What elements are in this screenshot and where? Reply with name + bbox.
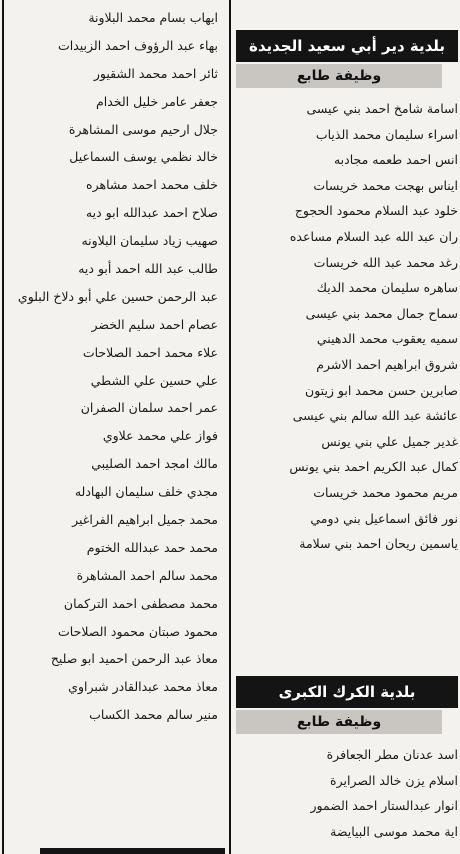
name-entry: صلاح احمد عبدالله ابو ديه (85, 205, 218, 221)
names-list (236, 742, 458, 844)
column-divider-rule (229, 0, 231, 854)
name-entry: محمد مصطفى احمد التركمان (63, 595, 218, 611)
name-entry: عمر احمد سلمان الصفران (80, 400, 218, 416)
name-entry: كمال عبد الكريم احمد بني يونس (289, 459, 458, 475)
name-entry: صابرين حسن محمد ابو زيتون (305, 382, 458, 398)
name-entry: مجدي خلف سليمان البهادله (74, 484, 218, 500)
name-entry: محمد سالم احمد المشاهرة (76, 567, 218, 583)
section-subtitle: وظيفة طابع (236, 64, 442, 88)
name-entry: ران عبد الله عبد السلام مساعده (289, 228, 458, 244)
name-entry: ايهاب بسام محمد البلاونة (88, 10, 218, 25)
name-entry: علي حسين علي الشطي (90, 372, 218, 388)
section-title: بلدية الكرك الكبرى (236, 676, 458, 708)
name-entry: سميه يعقوب محمد الدهيني (316, 331, 458, 347)
name-entry: صهيب زياد سليمان البلاونه (81, 233, 218, 249)
name-entry: ياسمين ريحان احمد بني سلامة (299, 536, 458, 552)
names-list (236, 96, 458, 557)
name-entry: مريم محمود محمد خريسات (313, 484, 458, 500)
name-entry: ثائر احمد محمد الشقيور (93, 65, 218, 81)
name-entry: محمود صبتان محمود الصلاحات (58, 623, 218, 639)
section-title: بلدية دير أبي سعيد الجديدة (236, 30, 458, 62)
name-entry: عبد الرحمن حسين علي أبو دلاخ البلوي (17, 288, 218, 304)
name-entry: مالك امجد احمد الصليبي (91, 456, 218, 472)
name-entry: رغد محمد عبد الله خريسات (313, 254, 458, 270)
name-entry: محمد جميل ابراهيم الفراغير (72, 512, 218, 528)
name-entry: طالب عبد الله احمد أبو ديه (78, 261, 218, 277)
name-entry: غدير جميل علي بني يونس (321, 433, 458, 449)
section-karak (236, 676, 458, 844)
name-entry: اسراء سليمان محمد الذياب (315, 126, 458, 142)
name-entry: منير سالم محمد الكساب (89, 707, 218, 723)
name-entry: خلف محمد احمد مشاهره (86, 177, 218, 193)
left-border-rule (2, 0, 4, 854)
name-entry: ايناس بهجت محمد خريسات (313, 177, 458, 193)
name-entry: جلال ارحيم موسى المشاهرة (68, 121, 218, 137)
name-entry: ساهره سليمان محمد الديك (316, 280, 458, 296)
next-section-header-bar (40, 848, 225, 854)
name-entry: خالد نظمي يوسف السماعيل (69, 149, 218, 165)
name-entry: اية محمد موسى البيايضة (330, 823, 458, 839)
section-subtitle: وظيفة طابع (236, 710, 442, 734)
name-entry: انس احمد طعمه مجادبه (333, 152, 458, 168)
name-entry: عصام احمد سليم الخضر (91, 316, 218, 332)
name-entry: اسامة شامخ احمد بني عيسى (306, 101, 458, 116)
name-entry: علاء محمد احمد الصلاحات (82, 344, 218, 360)
name-entry: بهاء عبد الرؤوف احمد الزبيدات (57, 37, 218, 53)
name-entry: شروق ابراهيم احمد الاشرم (316, 356, 458, 372)
name-entry: خلود عبد السلام محمود الحجوج (294, 203, 458, 219)
name-entry: معاذ عبد الرحمن احميد ابو صليح (50, 651, 218, 667)
name-entry: معاذ محمد عبدالقادر شبراوي (68, 679, 218, 695)
name-entry: اسلام يزن خالد الصرايرة (330, 772, 458, 788)
name-entry: محمد حمد عبدالله الختوم (86, 539, 218, 555)
names-list (12, 4, 218, 729)
name-entry: اسد عدنان مطر الجعافرة (326, 747, 458, 762)
left-column (12, 0, 224, 729)
name-entry: نور فائق اسماعيل بني دومي (310, 510, 458, 526)
name-entry: جعفر عامر خليل الخدام (96, 93, 218, 109)
section-deir-abi-said (236, 30, 458, 557)
name-entry: سماح جمال محمد بني عيسى (305, 305, 458, 321)
name-entry: عائشة عبد الله سالم بني عيسى (292, 408, 458, 424)
name-entry: فواز علي محمد علاوي (102, 428, 218, 444)
name-entry: انوار عبدالستار احمد الضمور (310, 798, 458, 814)
